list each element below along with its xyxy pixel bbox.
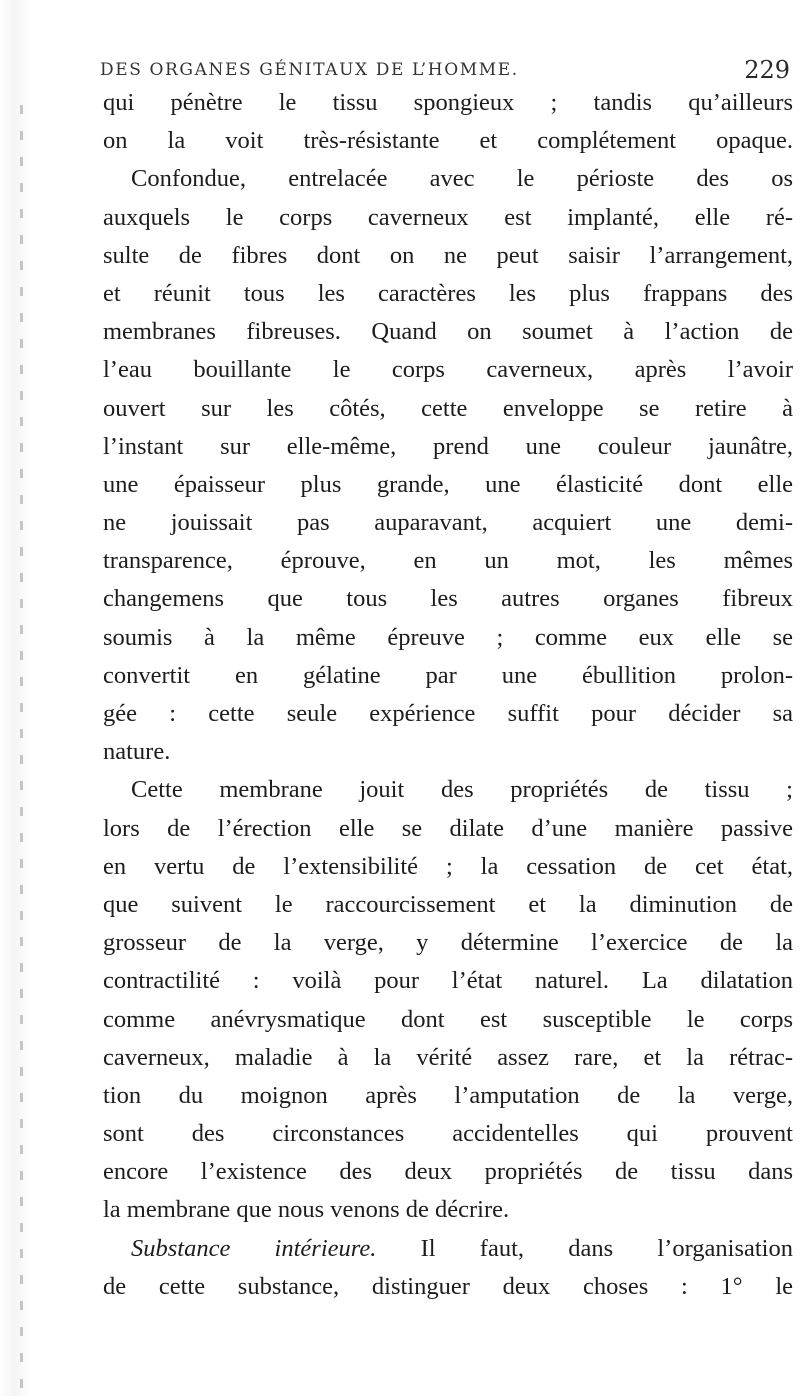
- text-line: une épaisseur plus grande, une élasticité dont elle: [103, 470, 793, 498]
- text-line: de cette substance, distinguer deux choses : 1° le: [103, 1272, 793, 1300]
- text-line: et réunit tous les caractères les plus frappans des: [103, 279, 793, 307]
- text-line: ne jouissait pas auparavant, acquiert une demi-: [103, 509, 793, 537]
- text-line: en vertu de l’extensibilité ; la cessation de cet état,: [103, 852, 793, 880]
- text-line: sont des circonstances accidentelles qui prouvent: [103, 1120, 793, 1148]
- text-line-rest: Il faut, dans l’organisation: [376, 1234, 793, 1262]
- text-line: que suivent le raccourcissement et la diminution de: [103, 890, 793, 918]
- running-head: [100, 52, 790, 88]
- text-line: Cette membrane jouit des propriétés de tissu ;: [131, 776, 793, 804]
- text-line: qui pénètre le tissu spongieux ; tandis qu’ailleurs: [103, 89, 793, 116]
- text-line: grosseur de la verge, y détermine l’exercice de la: [103, 929, 793, 957]
- body-text: [103, 84, 793, 1306]
- page-number: 229: [744, 56, 790, 84]
- text-line: Confondue, entrelacée avec le périoste des os: [131, 165, 793, 193]
- text-line: tion du moignon après l’amputation de la verge,: [103, 1081, 793, 1109]
- text-line: convertit en gélatine par une ébullition prolon-: [103, 661, 793, 689]
- text-line: soumis à la même épreuve ; comme eux elle se: [103, 623, 793, 651]
- binding-edge-marks: [20, 105, 23, 1395]
- section-heading-italic: Substance intérieure.: [131, 1234, 377, 1262]
- text-line: encore l’existence des deux propriétés de tissu dans: [103, 1158, 793, 1186]
- page-gutter-shadow: [0, 0, 30, 1396]
- running-title: DES ORGANES GÉNITAUX DE L’HOMME.: [100, 60, 519, 80]
- text-line: l’instant sur elle-même, prend une couleur jaunâtre,: [103, 432, 793, 460]
- text-line: caverneux, maladie à la vérité assez rare, et la rétrac-: [103, 1043, 793, 1071]
- text-line: l’eau bouillante le corps caverneux, après l’avoir: [103, 356, 793, 384]
- text-line: ouvert sur les côtés, cette enveloppe se retire à: [103, 394, 793, 422]
- text-line: changemens que tous les autres organes fibreux: [103, 585, 793, 613]
- text-line: comme anévrysmatique dont est susceptible le corps: [103, 1005, 793, 1033]
- text-line: lors de l’érection elle se dilate d’une manière passive: [103, 814, 793, 842]
- text-line: gée : cette seule expérience suffit pour décider sa: [103, 700, 793, 727]
- text-line: sulte de fibres dont on ne peut saisir l’arrangement,: [103, 241, 793, 269]
- text-line: contractilité : voilà pour l’état naturel. La dilatation: [103, 967, 793, 995]
- text-line: membranes fibreuses. Quand on soumet à l’action de: [103, 318, 793, 346]
- text-line: nature.: [103, 738, 171, 766]
- text-line: la membrane que nous venons de décrire.: [103, 1196, 510, 1224]
- text-line: [103, 1230, 793, 1268]
- text-line: on la voit très-résistante et complétement opaque.: [103, 127, 793, 155]
- text-line: auxquels le corps caverneux est implanté, elle ré-: [103, 203, 793, 231]
- text-line: transparence, éprouve, en un mot, les mêmes: [103, 547, 793, 575]
